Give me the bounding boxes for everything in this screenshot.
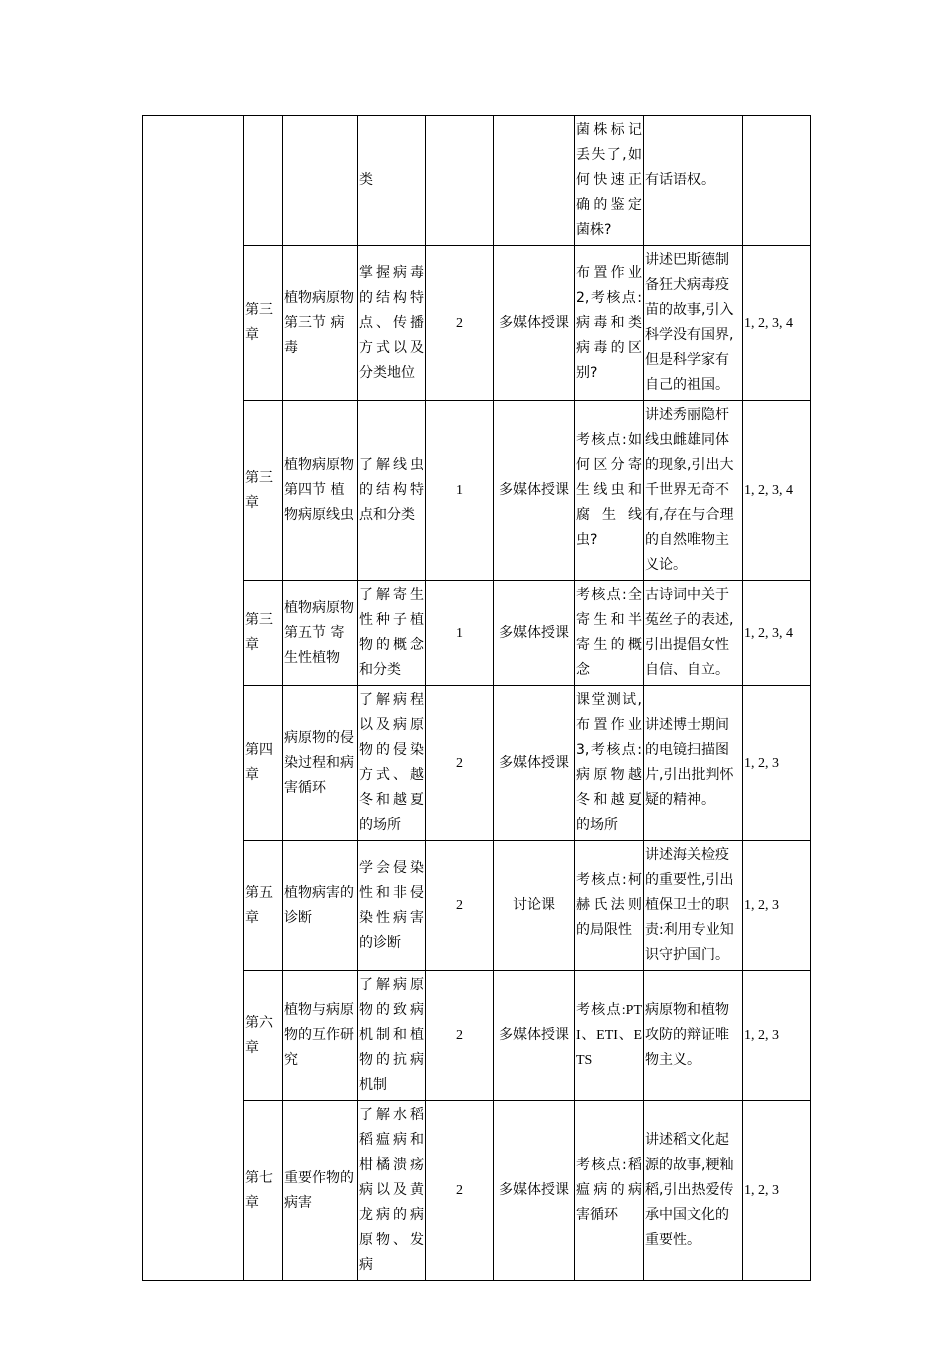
hours-cell	[426, 116, 494, 246]
method-cell	[494, 116, 575, 246]
ideology-cell: 讲述秀丽隐杆线虫雌雄同体的现象,引出大千世界无奇不有,存在与合理的自然唯物主义论。	[644, 401, 743, 581]
ideology-cell: 病原物和植物攻防的辩证唯物主义。	[644, 971, 743, 1101]
ideology-cell: 古诗词中关于菟丝子的表述,引出提倡女性自信、自立。	[644, 581, 743, 686]
assessment-cell: 考核点:稻瘟病的病害循环	[575, 1101, 644, 1281]
chapter-cell: 第三章	[244, 246, 283, 401]
hours-cell: 2	[426, 841, 494, 971]
ideology-cell: 讲述海关检疫的重要性,引出植保卫士的职责:利用专业知识守护国门。	[644, 841, 743, 971]
table-row	[143, 686, 811, 841]
chapter-cell: 第三章	[244, 581, 283, 686]
section-cell	[283, 116, 358, 246]
method-cell: 多媒体授课	[494, 401, 575, 581]
goals-cell: 1, 2, 3	[743, 841, 811, 971]
goals-cell: 1, 2, 3	[743, 971, 811, 1101]
goals-cell: 1, 2, 3	[743, 1101, 811, 1281]
assessment-cell: 菌株标记丢失了,如何快速正确的鉴定菌株?	[575, 116, 644, 246]
method-cell: 多媒体授课	[494, 686, 575, 841]
section-cell: 病原物的侵染过程和病害循环	[283, 686, 358, 841]
assessment-cell: 考核点:如何区分寄生线虫和腐 生 线虫?	[575, 401, 644, 581]
course-schedule-table	[142, 115, 811, 1281]
chapter-cell	[244, 116, 283, 246]
ideology-cell: 讲述巴斯德制备狂犬病毒疫苗的故事,引入科学没有国界,但是科学家有自己的祖国。	[644, 246, 743, 401]
goals-cell: 1, 2, 3, 4	[743, 581, 811, 686]
objective-cell: 了解病原物的致病机制和植物的抗病机制	[358, 971, 426, 1101]
goals-cell: 1, 2, 3	[743, 686, 811, 841]
goals-cell: 1, 2, 3, 4	[743, 401, 811, 581]
assessment-cell: 考核点:柯赫氏法则的局限性	[575, 841, 644, 971]
table-row	[143, 971, 811, 1101]
hours-cell: 2	[426, 246, 494, 401]
method-cell: 讨论课	[494, 841, 575, 971]
objective-cell: 了解水稻稻瘟病和柑橘溃疡病以及黄龙病的病原物、发病	[358, 1101, 426, 1281]
table-row	[143, 116, 811, 246]
method-cell: 多媒体授课	[494, 1101, 575, 1281]
chapter-cell: 第七章	[244, 1101, 283, 1281]
table-row	[143, 1101, 811, 1281]
method-cell: 多媒体授课	[494, 971, 575, 1101]
table-row	[143, 401, 811, 581]
hours-cell: 1	[426, 581, 494, 686]
objective-cell: 学会侵染性和非侵染性病害的诊断	[358, 841, 426, 971]
section-cell: 植物病原物第五节 寄生性植物	[283, 581, 358, 686]
objective-cell: 了解寄生性种子植物的概念和分类	[358, 581, 426, 686]
ideology-cell: 讲述博士期间的电镜扫描图片,引出批判怀疑的精神。	[644, 686, 743, 841]
section-cell: 重要作物的病害	[283, 1101, 358, 1281]
goals-cell	[743, 116, 811, 246]
table-row	[143, 581, 811, 686]
hours-cell: 1	[426, 401, 494, 581]
left-margin-cell	[143, 116, 244, 1281]
objective-cell: 了解线虫的结构特点和分类	[358, 401, 426, 581]
method-cell: 多媒体授课	[494, 246, 575, 401]
objective-cell: 类	[358, 116, 426, 246]
table-row	[143, 841, 811, 971]
chapter-cell: 第三章	[244, 401, 283, 581]
section-cell: 植物与病原物的互作研究	[283, 971, 358, 1101]
objective-cell: 掌握病毒的结构特点、传播方式以及分类地位	[358, 246, 426, 401]
hours-cell: 2	[426, 686, 494, 841]
goals-cell: 1, 2, 3, 4	[743, 246, 811, 401]
table-row	[143, 246, 811, 401]
chapter-cell: 第六章	[244, 971, 283, 1101]
objective-cell: 了解病程以及病原物的侵染方式、越冬和越夏的场所	[358, 686, 426, 841]
ideology-cell: 有话语权。	[644, 116, 743, 246]
chapter-cell: 第五章	[244, 841, 283, 971]
section-cell: 植物病原物第四节 植物病原线虫	[283, 401, 358, 581]
ideology-cell: 讲述稻文化起源的故事,粳籼稻,引出热爱传承中国文化的重要性。	[644, 1101, 743, 1281]
hours-cell: 2	[426, 971, 494, 1101]
assessment-cell: 布置作业2,考核点:病毒和类病毒的区别?	[575, 246, 644, 401]
method-cell: 多媒体授课	[494, 581, 575, 686]
section-cell: 植物病原物第三节 病毒	[283, 246, 358, 401]
hours-cell: 2	[426, 1101, 494, 1281]
assessment-cell: 课堂测试,布置作业3,考核点:病原物越冬和越夏的场所	[575, 686, 644, 841]
section-cell: 植物病害的诊断	[283, 841, 358, 971]
assessment-cell: 考核点:全寄生和半寄生的概念	[575, 581, 644, 686]
chapter-cell: 第四章	[244, 686, 283, 841]
assessment-cell: 考核点:PTI、ETI、ETS	[575, 971, 644, 1101]
